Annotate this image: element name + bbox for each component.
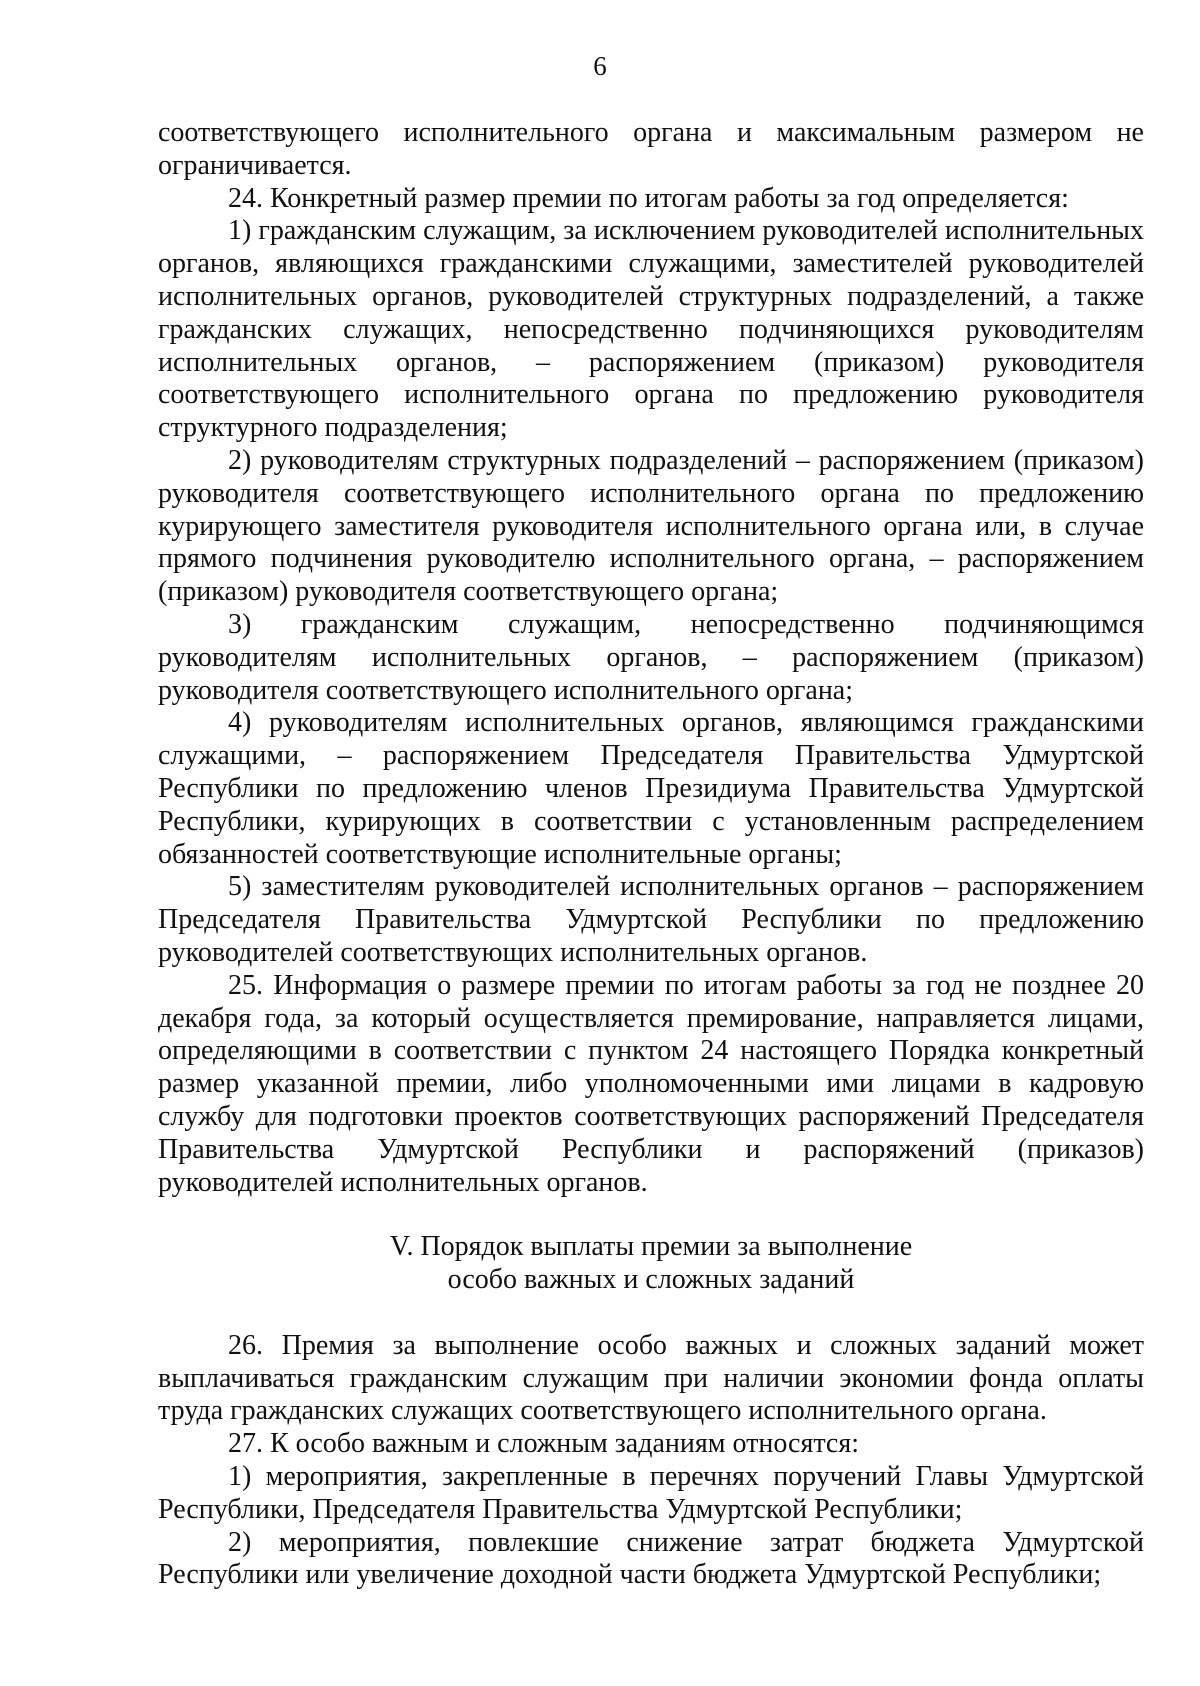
paragraph-24-item-1: 1) гражданским служащим, за исключением руководителей исполнительных органов, являющихся гражданскими служащими, заместителей руководителей исполнительных органов, руководителей структурных подразделений, а также гражданских служащих, непосредственно подчиняющихся руководителям исполнительных органов, – распоряжением (приказом) руководителя соответствующего исполнительного органа по предложению руководителя структурного подразделения; bbox=[158, 215, 1144, 444]
paragraph-26: 26. Премия за выполнение особо важных и сложных заданий может выплачиваться гражданским служащим при наличии экономии фонда оплаты труда гражданских служащих соответствующего исполнительного органа. bbox=[158, 1329, 1144, 1427]
paragraph-24-item-2: 2) руководителям структурных подразделений – распоряжением (приказом) руководителя соответствующего исполнительного органа по предложению курирующего заместителя руководителя исполнительного органа или, в случае прямого подчинения руководителю исполнительного органа, – распоряжением (приказом) руководителя соответствующего органа; bbox=[158, 444, 1144, 608]
section-heading-line-2: особо важных и сложных заданий bbox=[447, 1264, 855, 1296]
paragraph-24-intro: 24. Конкретный размер премии по итогам работы за год определяется: bbox=[228, 182, 1069, 214]
document-body bbox=[158, 117, 1144, 1592]
heading-spacer-top bbox=[158, 1199, 1144, 1231]
paragraph-24-item-3: 3) гражданским служащим, непосредственно подчиняющимся руководителям исполнительных органов, – распоряжением (приказом) руководителя соответствующего исполнительного органа; bbox=[158, 608, 1144, 706]
paragraph-27-intro: 27. К особо важным и сложным заданиям относятся: bbox=[228, 1428, 859, 1460]
page-number: 6 bbox=[593, 51, 607, 81]
paragraph-25: 25. Информация о размере премии по итогам работы за год не позднее 20 декабря года, за который осуществляется премирование, направляется лицами, определяющими в соответствии с пунктом 24 настоящего Порядка конкретный размер указанной премии, либо уполномоченными ими лицами в кадровую службу для подготовки проектов соответствующих распоряжений Председателя Правительства Удмуртской Республики и распоряжений (приказов) руководителей исполнительных органов. bbox=[158, 969, 1144, 1198]
heading-spacer-bottom bbox=[158, 1297, 1144, 1330]
paragraph-24-item-5: 5) заместителям руководителей исполнительных органов – распоряжением Председателя Правительства Удмуртской Республики по предложению руководителей соответствующих исполнительных органов. bbox=[158, 871, 1144, 968]
section-heading-line-1: V. Порядок выплаты премии за выполнение bbox=[389, 1231, 913, 1263]
paragraph-continuation: соответствующего исполнительного органа и максимальным размером не ограничивается. bbox=[158, 117, 1144, 181]
paragraph-27-item-2: 2) мероприятия, повлекшие снижение затрат бюджета Удмуртской Республики или увеличение доходной части бюджета Удмуртской Республики; bbox=[158, 1526, 1144, 1591]
paragraph-24-item-4: 4) руководителям исполнительных органов, являющимся гражданскими служащими, – распоряжением Председателя Правительства Удмуртской Республики по предложению членов Президиума Правительства Удмуртской Республики, курирующих в соответствии с установленным распределением обязанностей соответствующие исполнительные органы; bbox=[158, 707, 1144, 870]
paragraph-27-item-1: 1) мероприятия, закрепленные в перечнях поручений Главы Удмуртской Республики, Председателя Правительства Удмуртской Республики; bbox=[158, 1461, 1144, 1525]
